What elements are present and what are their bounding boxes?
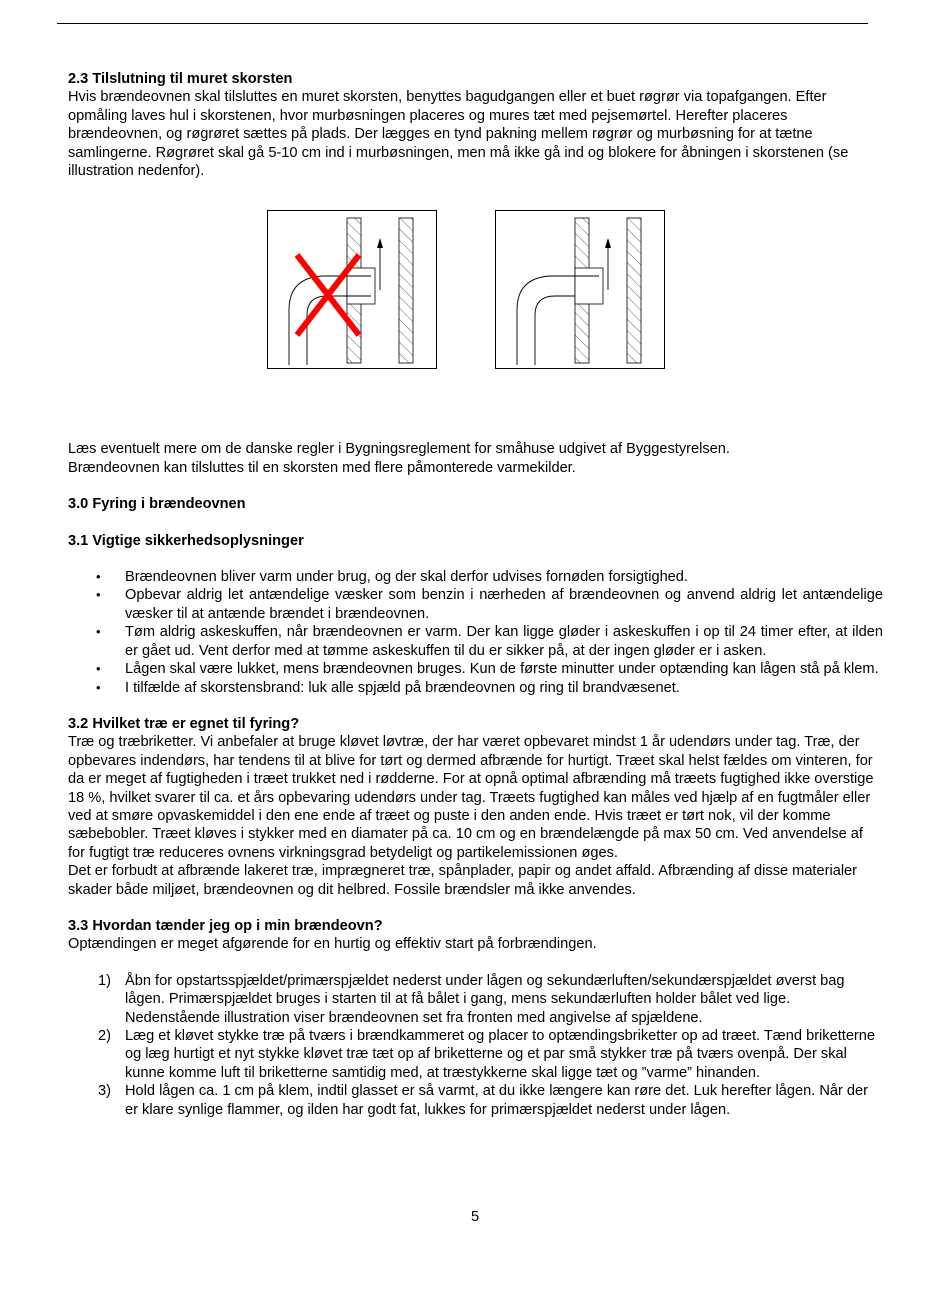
list-item: • I tilfælde af skorstensbrand: luk alle spjæld på brændeovnen og ring til brandvæsenet. (68, 679, 883, 697)
section-3-1-heading: 3.1 Vigtige sikkerhedsoplysninger (68, 532, 304, 549)
step-number: 3) (98, 1083, 111, 1100)
list-item: • Tøm aldrig askeskuffen, når brændeovnen er varm. Der kan ligge gløder i askeskuffen i op til 24 timer efter, at ilden er gået ud. Vent derfor med at tømme askeskuffen til du er sikker på, at der ingen gløder er i asken. (68, 623, 883, 660)
section-3-2-body-2: Det er forbudt at afbrænde lakeret træ, imprægneret træ, spånplader, papir og andet affald. Afbrænding af disse materialer skader både miljøet, brændeovnen og dit helbred. Fossile brændsler må ikke anvendes. (68, 863, 858, 898)
page-number: 5 (470, 1209, 480, 1225)
correct-connection-diagram (495, 210, 666, 370)
wrong-connection-diagram (267, 210, 438, 370)
section-3-2-body-1: Træ og træbriketter. Vi anbefaler at bruge kløvet løvtræ, der har været opbevaret mindst 1 år udendørs under tag. Træ, der opbevares indendørs, har tendens til at blive for tørt og dermed afbrænde for hurtigt. Træet skal helst fældes om vinteren, for da er meget af fugtigheden i træet trukket ned i rødderne. For at opnå optimal afbrænding må træets fugtighed ikke overstige 18 %, hvilket svarer til ca. et års opbevaring udendørs under tag. Træets fugtighed kan måles ved hjælp af en fugtmåler eller ved at smøre opvaskemiddel i den ene ende af træet og puste i den anden ende. Hvis træet er tørt nok, vil der komme sæbebobler. Træet kløves i stykker med en diamater på ca. 10 cm og en brændelængde på max 50 cm. Ved anvendelse af for fugtigt træ reduceres ovnens virkningsgrad betydeligt og partikelemissionen øges. (68, 734, 874, 861)
list-item (68, 972, 883, 1027)
after-figure-line-2: Brændeovnen kan tilsluttes til en skorsten med flere påmonterede varmekilder. (68, 459, 576, 476)
section-2-3-body: Hvis brændeovnen skal tilsluttes en muret skorsten, benyttes bagudgangen eller et buet røgrør via topafgangen. Efter opmåling laves hul i skorstenen, hvor murbøsningen placeres og mures tæt med pejsemørtel. Herefter placeres brændeovnen, og røgrøret sættes på plads. Der lægges en tynd pakning mellem røgrør og murbøsning for at tætne samlingerne. Røgrøret skal gå 5-10 cm ind i murbøsningen, men må ikke gå ind og blokere for åbningen i skorstenen (se illustration nedenfor). (68, 89, 849, 180)
step-text: Hold lågen ca. 1 cm på klem, indtil glasset er så varmt, at du ikke længere kan røre det. Luk herefter lågen. Når der er klare synlige flammer, og ilden har godt fat, lukkes for primærspjældet nederst under lågen. (125, 1083, 869, 1118)
step-text: Læg et kløvet stykke træ på tværs i brændkammeret og placer to optændingsbriketter op ad træet. Tænd briketterne og læg hurtigt et nyt stykke kløvet træ tæt op af briketterne og et par små stykker træ på tværs ovenpå. Der skal kunne komme luft til briketterne samtidig med, at træstykkerne skal ligge tæt og ”varme” hinanden. (125, 1028, 876, 1081)
step-number: 1) (98, 972, 111, 989)
list-item (68, 1082, 883, 1119)
document-page (68, 70, 883, 1119)
section-3-2-heading: 3.2 Hvilket træ er egnet til fyring? (68, 715, 300, 732)
list-item: • Opbevar aldrig let antændelige væsker som benzin i nærheden af brændeovnen og anvend aldrig let antændelige væsker til at antænde brændet i brændeovnen. (68, 586, 883, 623)
section-2-3-heading: 2.3 Tilslutning til muret skorsten (68, 71, 293, 87)
list-item (68, 1027, 883, 1082)
header-rule (57, 23, 868, 24)
ignition-steps (68, 972, 883, 1119)
safety-list (68, 568, 883, 697)
section-3-3-heading: 3.3 Hvordan tænder jeg op i min brændeovn? (68, 917, 383, 934)
list-item: • Brændeovnen bliver varm under brug, og der skal derfor udvises fornøden forsigtighed. (68, 568, 883, 586)
section-3-3-intro: Optændingen er meget afgørende for en hurtig og effektiv start på forbrændingen. (68, 936, 597, 953)
chimney-connection-figure (68, 210, 883, 428)
step-text: Åbn for opstartsspjældet/primærspjældet nederst under lågen og sekundærluften/sekundærspjældet øverst bag lågen. Primærspjældet bruges i starten til at få bålet i gang, mens sekundærluften holder bålet ved lige. Nedenstående illustration viser brændeovnen set fra fronten med angivelse af spjældene. (125, 972, 845, 1026)
step-number: 2) (98, 1028, 111, 1044)
list-item: • Lågen skal være lukket, mens brændeovnen bruges. Kun de første minutter under optænding kan lågen stå på klem. (68, 660, 883, 678)
section-3-0-heading: 3.0 Fyring i brændeovnen (68, 496, 246, 513)
after-figure-line-1: Læs eventuelt mere om de danske regler i Bygningsreglement for småhuse udgivet af Byggestyrelsen. (68, 441, 730, 458)
